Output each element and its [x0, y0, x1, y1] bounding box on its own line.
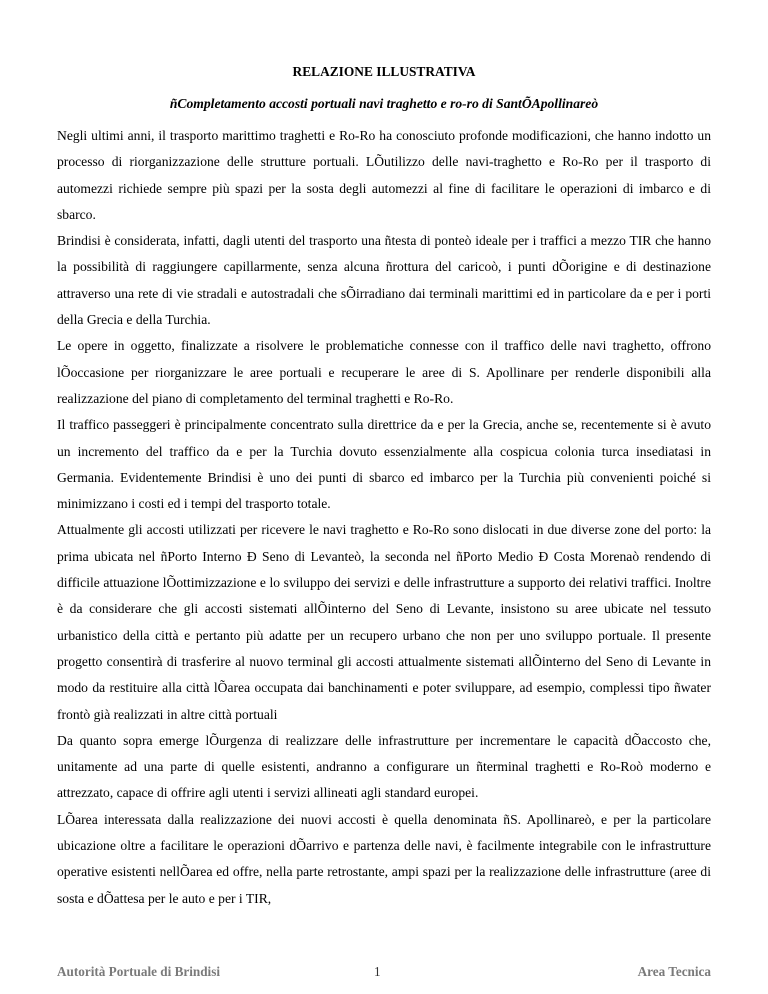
paragraph: Le opere in oggetto, finalizzate a risolvere le problematiche connesse con il traffico delle navi traghetto, offrono lÕoccasione per riorganizzare le aree portuali e recuperare le aree di S. Apollinare per renderle disponibili alla realizzazione del piano di completamento del terminal traghetti e Ro-Ro.: [57, 338, 711, 406]
paragraph: Brindisi è considerata, infatti, dagli utenti del trasporto una ñtesta di ponteò ideale per i traffici a mezzo TIR che hanno la possibilità di raggiungere capillarmente, senza alcuna ñrottura del caricoò, i punti dÕorigine e di destinazione attraverso una rete di vie stradali e autostradali che sÕirradiano dai terminali marittimi ed in particolare da e per i porti della Grecia e della Turchia.: [57, 233, 711, 328]
footer-department: Area Tecnica: [637, 964, 711, 979]
page-footer: [57, 964, 711, 982]
paragraph: Negli ultimi anni, il trasporto marittimo traghetti e Ro-Ro ha conosciuto profonde modificazioni, che hanno indotto un processo di riorganizzazione delle strutture portuali. LÕutilizzo delle navi-traghetto e Ro-Ro per il trasporto di automezzi richiede sempre più spazi per la sosta degli automezzi al fine di facilitare le operazioni di imbarco e di sbarco.: [57, 128, 711, 222]
paragraph: LÕarea interessata dalla realizzazione dei nuovi accosti è quella denominata ñS. Apollinareò, e per la particolare ubicazione oltre a facilitare le operazioni dÕarrivo e partenza delle navi, è facilmente integrabile con le infrastrutture operative esistenti nellÕarea ed offre, nella parte retrostante, ampi spazi per la realizzazione delle infrastrutture (aree di sosta e dÕattesa per le auto e per i TIR,: [57, 811, 711, 906]
document-title: RELAZIONE ILLUSTRATIVA: [292, 64, 476, 79]
document-body: [57, 123, 711, 912]
paragraph: Da quanto sopra emerge lÕurgenza di realizzare delle infrastrutture per incrementare le capacità dÕaccosto che, unitamente ad una parte di quelle esistenti, andranno a configurare un ñterminal traghetti e Ro-Roò moderno e attrezzato, capace di offrire agli utenti i servizi allineati agli standard europei.: [57, 732, 711, 801]
page-number: 1: [374, 964, 381, 979]
footer-organization: Autorità Portuale di Brindisi: [57, 964, 221, 979]
document-subtitle: ñCompletamento accosti portuali navi traghetto e ro-ro di SantÕApollinareò: [169, 96, 599, 111]
paragraph: Attualmente gli accosti utilizzati per ricevere le navi traghetto e Ro-Ro sono dislocati in due diverse zone del porto: la prima ubicata nel ñPorto Interno Ð Seno di Levanteò, la seconda nel ñPorto Medio Ð Costa Morenaò rendendo di difficile attuazione lÕottimizzazione e lo sviluppo dei servizi e delle infrastrutture a supporto dei relativi traffici. Inoltre è da considerare che gli accosti sistemati allÕinterno del Seno di Levante, insistono su aree ubicate nel tessuto urbanistico della città e pertanto più adatte per un recupero urbano che non per uno sviluppo portuale. Il presente progetto consentirà di trasferire al nuovo terminal gli accosti attualmente sistemati allÕinterno del Seno di Levante in modo da restituire alla città lÕarea occupata dai banchinamenti e poter sviluppare, ad esempio, complessi tipo ñwater frontò già realizzati in altre città portuali: [57, 522, 711, 722]
paragraph: Il traffico passeggeri è principalmente concentrato sulla direttrice da e per la Grecia, anche se, recentemente si è avuto un incremento del traffico da e per la Turchia dovuto essenzialmente alla cospicua colonia turca insediatasi in Germania. Evidentemente Brindisi è uno dei punti di sbarco ed imbarco per la Turchia più convenienti poiché si minimizzano i costi ed i tempi del trasporto totale.: [57, 417, 711, 512]
